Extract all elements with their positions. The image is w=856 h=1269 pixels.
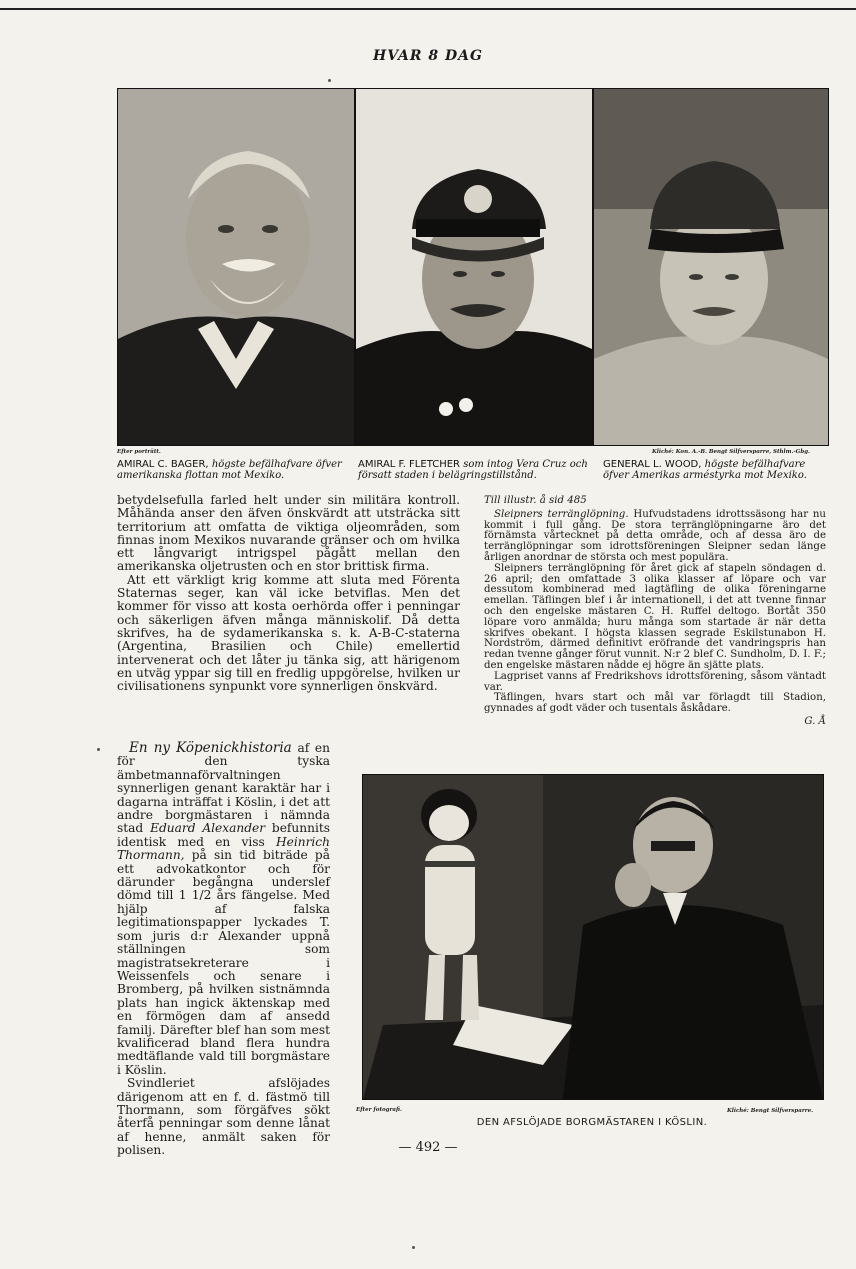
portrait-wood — [593, 88, 829, 446]
paragraph-text: af en för den tyska ämbetmannaförvaltningen synnerligen genant karaktär har i dagarna inträffat i Köslin, i det att andre borgmästaren i nämnda stad — [117, 741, 330, 836]
person-name: Heinrich Thormann, — [117, 834, 330, 863]
photo-caption: DEN AFSLÖJADE BORGMÄSTAREN I KÖSLIN. — [476, 1117, 708, 1128]
caption-name: AMIRAL F. FLETCHER — [358, 459, 460, 470]
print-speck — [412, 1246, 415, 1249]
article-mexiko — [117, 494, 460, 693]
article-heading: Sleipners terränglöpning. — [494, 508, 629, 520]
paragraph: Svindleriet afslöjades därigenom att en f. d. fästmö till Thormann, som förgäfves sökt återfå penningar som denne lånat af henne, anmält saken för polisen. — [117, 1076, 330, 1158]
paragraph-text: befunnits identisk med en viss — [117, 821, 331, 849]
caption-fletcher — [358, 459, 590, 481]
person-name: Eduard Alexander — [150, 821, 266, 836]
page-header: HVAR 8 DAG — [373, 48, 483, 64]
top-rule — [0, 8, 856, 10]
print-speck — [328, 79, 331, 82]
portrait-bager — [117, 88, 355, 446]
paragraph: Att ett värkligt krig komme att sluta med Förenta Staternas seger, kan väl icke betviflas. Men det kommer för visso att kosta oerhörda offer i penningar och säkerligen äfven många människolif. Då detta skrifves, ha de sydamerikanska s. k. A-B-C-staterna (Argentina, Brasilien och Chile) emellertid intervenerat och det låter ju tänka sig, att härigenom en utväg yppar sig till en fredlig uppgörelse, hvilken ur civilisationens synpunkt vore synnerligen önskvärd. — [117, 572, 460, 694]
caption-desc: som intog Vera Cruz och försatt staden i belägringstillstånd. — [358, 459, 588, 481]
caption-desc: högste befälhafvare öfver Amerikas arméstyrka mot Mexiko. — [603, 459, 807, 481]
paragraph: Täflingen, hvars start och mål var förlagdt till Stadion, gynnades af godt väder och tusentals åskådare. — [484, 692, 826, 715]
photo-credit-left: Efter porträtt. — [117, 449, 161, 455]
paragraph-text: på sin tid biträde på ett advokatkontor och för därunder begångna underslef dömd till 1 1/2 års fängelse. Med hjälp af falska legitimationspapper lyckades T. som juris d:r Alexander uppnå ställningen som magistratsekreterare i Weissenfels och senare i Bromberg, på hvilken sistnämnda plats han ingick äktenskap med en förmögen dam af ansedd familj. Därefter blef han som mest kvalificerad bland flera hundra medtäflande vald till borgmästare i Köslin. — [117, 848, 330, 1077]
portrait-fletcher — [355, 88, 593, 446]
photo-borgmastaren — [362, 774, 824, 1100]
article-kopenick — [117, 742, 330, 1158]
article-sleipner — [484, 496, 826, 728]
paragraph: betydelsefulla farled helt under sin militära kontroll. Måhända anser den äfven önskvärdt att utsträcka sitt territorium att omfatta de viktiga oljeområden, som finnas inom Mexikos nuvarande gränser och om hvilka ett långvarigt intrigspel pågått mellan den amerikanska oljetrusten och en stor brittisk firma. — [117, 493, 460, 574]
caption-wood — [603, 459, 827, 481]
photo-credit-right: Kliché: Kon. A.-B. Bengt Silfversparre, Sthlm.-Gbg. — [652, 449, 810, 455]
paragraph — [484, 510, 826, 564]
signature: G. Å — [804, 715, 826, 727]
paragraph — [117, 742, 330, 1077]
photo-credit-left: Efter fotografi. — [356, 1107, 402, 1113]
page-number: — 492 — — [398, 1140, 458, 1155]
illustration-reference: Till illustr. å sid 485 — [484, 495, 587, 506]
paragraph-text: Hufvudstadens idrottssäsong har nu kommit i full gång. De stora terränglöpningarne äro det förnämsta vårtecknet på detta område, och af dessa äro de terränglöpningar som idrottsföreningen Sleipner sedan länge årligen anordnar de största och mest populära. — [484, 508, 826, 563]
print-speck — [97, 748, 100, 751]
paragraph: Sleipners terränglöpning för året gick af stapeln söndagen d. 26 april; den omfattade 3 olika klasser af löpare och var dessutom kombinerad med lagtäfling de olika föreningarne emellan. Täflingen blef i år internationell, i det att tvenne finnar och den engelske mästaren C. H. Ruffel deltogo. Bortåt 350 löpare voro anmälda; huru många som startade är när detta skrifves obekant. I högsta klassen segrade Eskilstunabon H. Nordström, därmed definitivt eröfrande det vandringspris han redan tvenne gånger förut vunnit. N:r 2 blef C. Sundholm, D. I. F.; den engelske mästaren nådde ej högre än sjätte plats. — [484, 562, 826, 671]
caption-name: GENERAL L. WOOD, — [603, 459, 702, 470]
caption-bager — [117, 459, 353, 481]
photo-credit-right: Kliché: Bengt Silfversparre. — [727, 1108, 814, 1114]
caption-name: AMIRAL C. BAGER, — [117, 459, 209, 470]
paragraph: Lagpriset vanns af Fredrikshovs idrottsförening, såsom väntadt var. — [484, 670, 826, 693]
article-title: En ny Köpenickhistoria — [129, 740, 292, 756]
caption-desc: högste befälhafvare öfver amerikanska flottan mot Mexiko. — [117, 459, 342, 481]
